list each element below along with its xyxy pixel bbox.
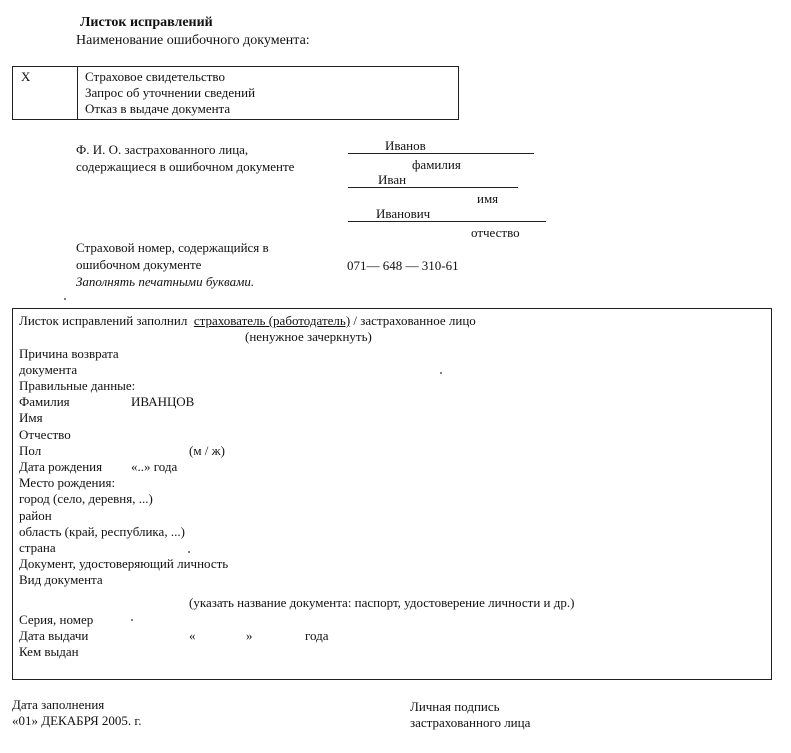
birth-date-label: Дата рождения [19, 459, 103, 474]
fill-date-value: «01» ДЕКАБРЯ 2005. г. [12, 713, 142, 728]
sex-hint: (м / ж) [189, 443, 225, 458]
selection-mark: X [21, 69, 31, 84]
document-kind-hint: (указать название документа: паспорт, удостоверение личности и др.) [189, 595, 575, 610]
insurance-number-label-text: Страховой номер, содержащийся в ошибочном документе [76, 240, 269, 272]
correct-data-label: Правильные данные: [19, 378, 136, 393]
issued-by-label: Кем выдан [19, 644, 79, 659]
document-type-options [85, 69, 255, 117]
surname-value: Иванов [385, 138, 426, 153]
issue-date-year: года [305, 628, 329, 643]
name-value: Иван [378, 172, 407, 187]
series-number-label: Серия, номер [19, 612, 94, 627]
name-caption: имя [477, 191, 499, 206]
scan-speck [64, 298, 66, 300]
signature-label: Личная подпись [410, 699, 500, 714]
sex-label: Пол [19, 443, 42, 458]
return-reason-label-2: документа [19, 362, 78, 377]
issue-date-open-quote: « [189, 628, 196, 643]
option-insurance-certificate: Страховое свидетельство [85, 69, 225, 84]
name-label: Имя [19, 410, 43, 425]
birth-place-label: Место рождения: [19, 475, 116, 490]
filled-by-insured: / застрахованное лицо [353, 313, 476, 328]
erroneous-document-label: Наименование ошибочного документа: [76, 33, 310, 48]
fio-label: Ф. И. О. застрахованного лица, содержащиеся в ошибочном документе [76, 142, 295, 174]
surname-label: Фамилия [19, 394, 70, 409]
surname-caption: фамилия [412, 157, 461, 172]
country-label: страна [19, 540, 56, 555]
insurance-number-value: 071— 648 — 310-61 [347, 258, 459, 273]
insurance-number-label [76, 239, 326, 290]
region-label: область (край, республика, ...) [19, 524, 185, 539]
surname-fill-line [348, 138, 534, 154]
filled-by-employer: страхователь (работодатель) [193, 313, 351, 328]
correct-surname-value: ИВАНЦОВ [131, 394, 195, 409]
patronymic-value: Иванович [376, 206, 431, 221]
corrections-form [12, 308, 772, 680]
fill-date-label: Дата заполнения [12, 697, 105, 712]
issue-date-close-quote: » [246, 628, 253, 643]
birth-date-value: «..» года [131, 459, 178, 474]
name-fill-line [348, 172, 518, 188]
issue-date-label: Дата выдачи [19, 628, 89, 643]
table-divider [77, 67, 78, 119]
id-document-label: Документ, удостоверяющий личность [19, 556, 229, 571]
filled-by-row [19, 313, 476, 329]
return-reason-label: Причина возврата [19, 346, 119, 361]
block-letters-note: Заполнять печатными буквами. [76, 274, 255, 289]
patronymic-label: Отчество [19, 427, 71, 442]
document-type-table [12, 66, 459, 120]
option-refusal: Отказ в выдаче документа [85, 101, 231, 116]
document-kind-label: Вид документа [19, 572, 103, 587]
patronymic-caption: отчество [471, 225, 520, 240]
city-label: город (село, деревня, ...) [19, 491, 153, 506]
strike-hint: (ненужное зачеркнуть) [245, 329, 372, 344]
option-clarification-request: Запрос об уточнении сведений [85, 85, 256, 100]
form-title: Листок исправлений [80, 15, 213, 30]
filled-by-prefix: Листок исправлений заполнил [19, 313, 188, 328]
district-label: район [19, 508, 52, 523]
signature-sublabel: застрахованного лица [410, 715, 531, 730]
